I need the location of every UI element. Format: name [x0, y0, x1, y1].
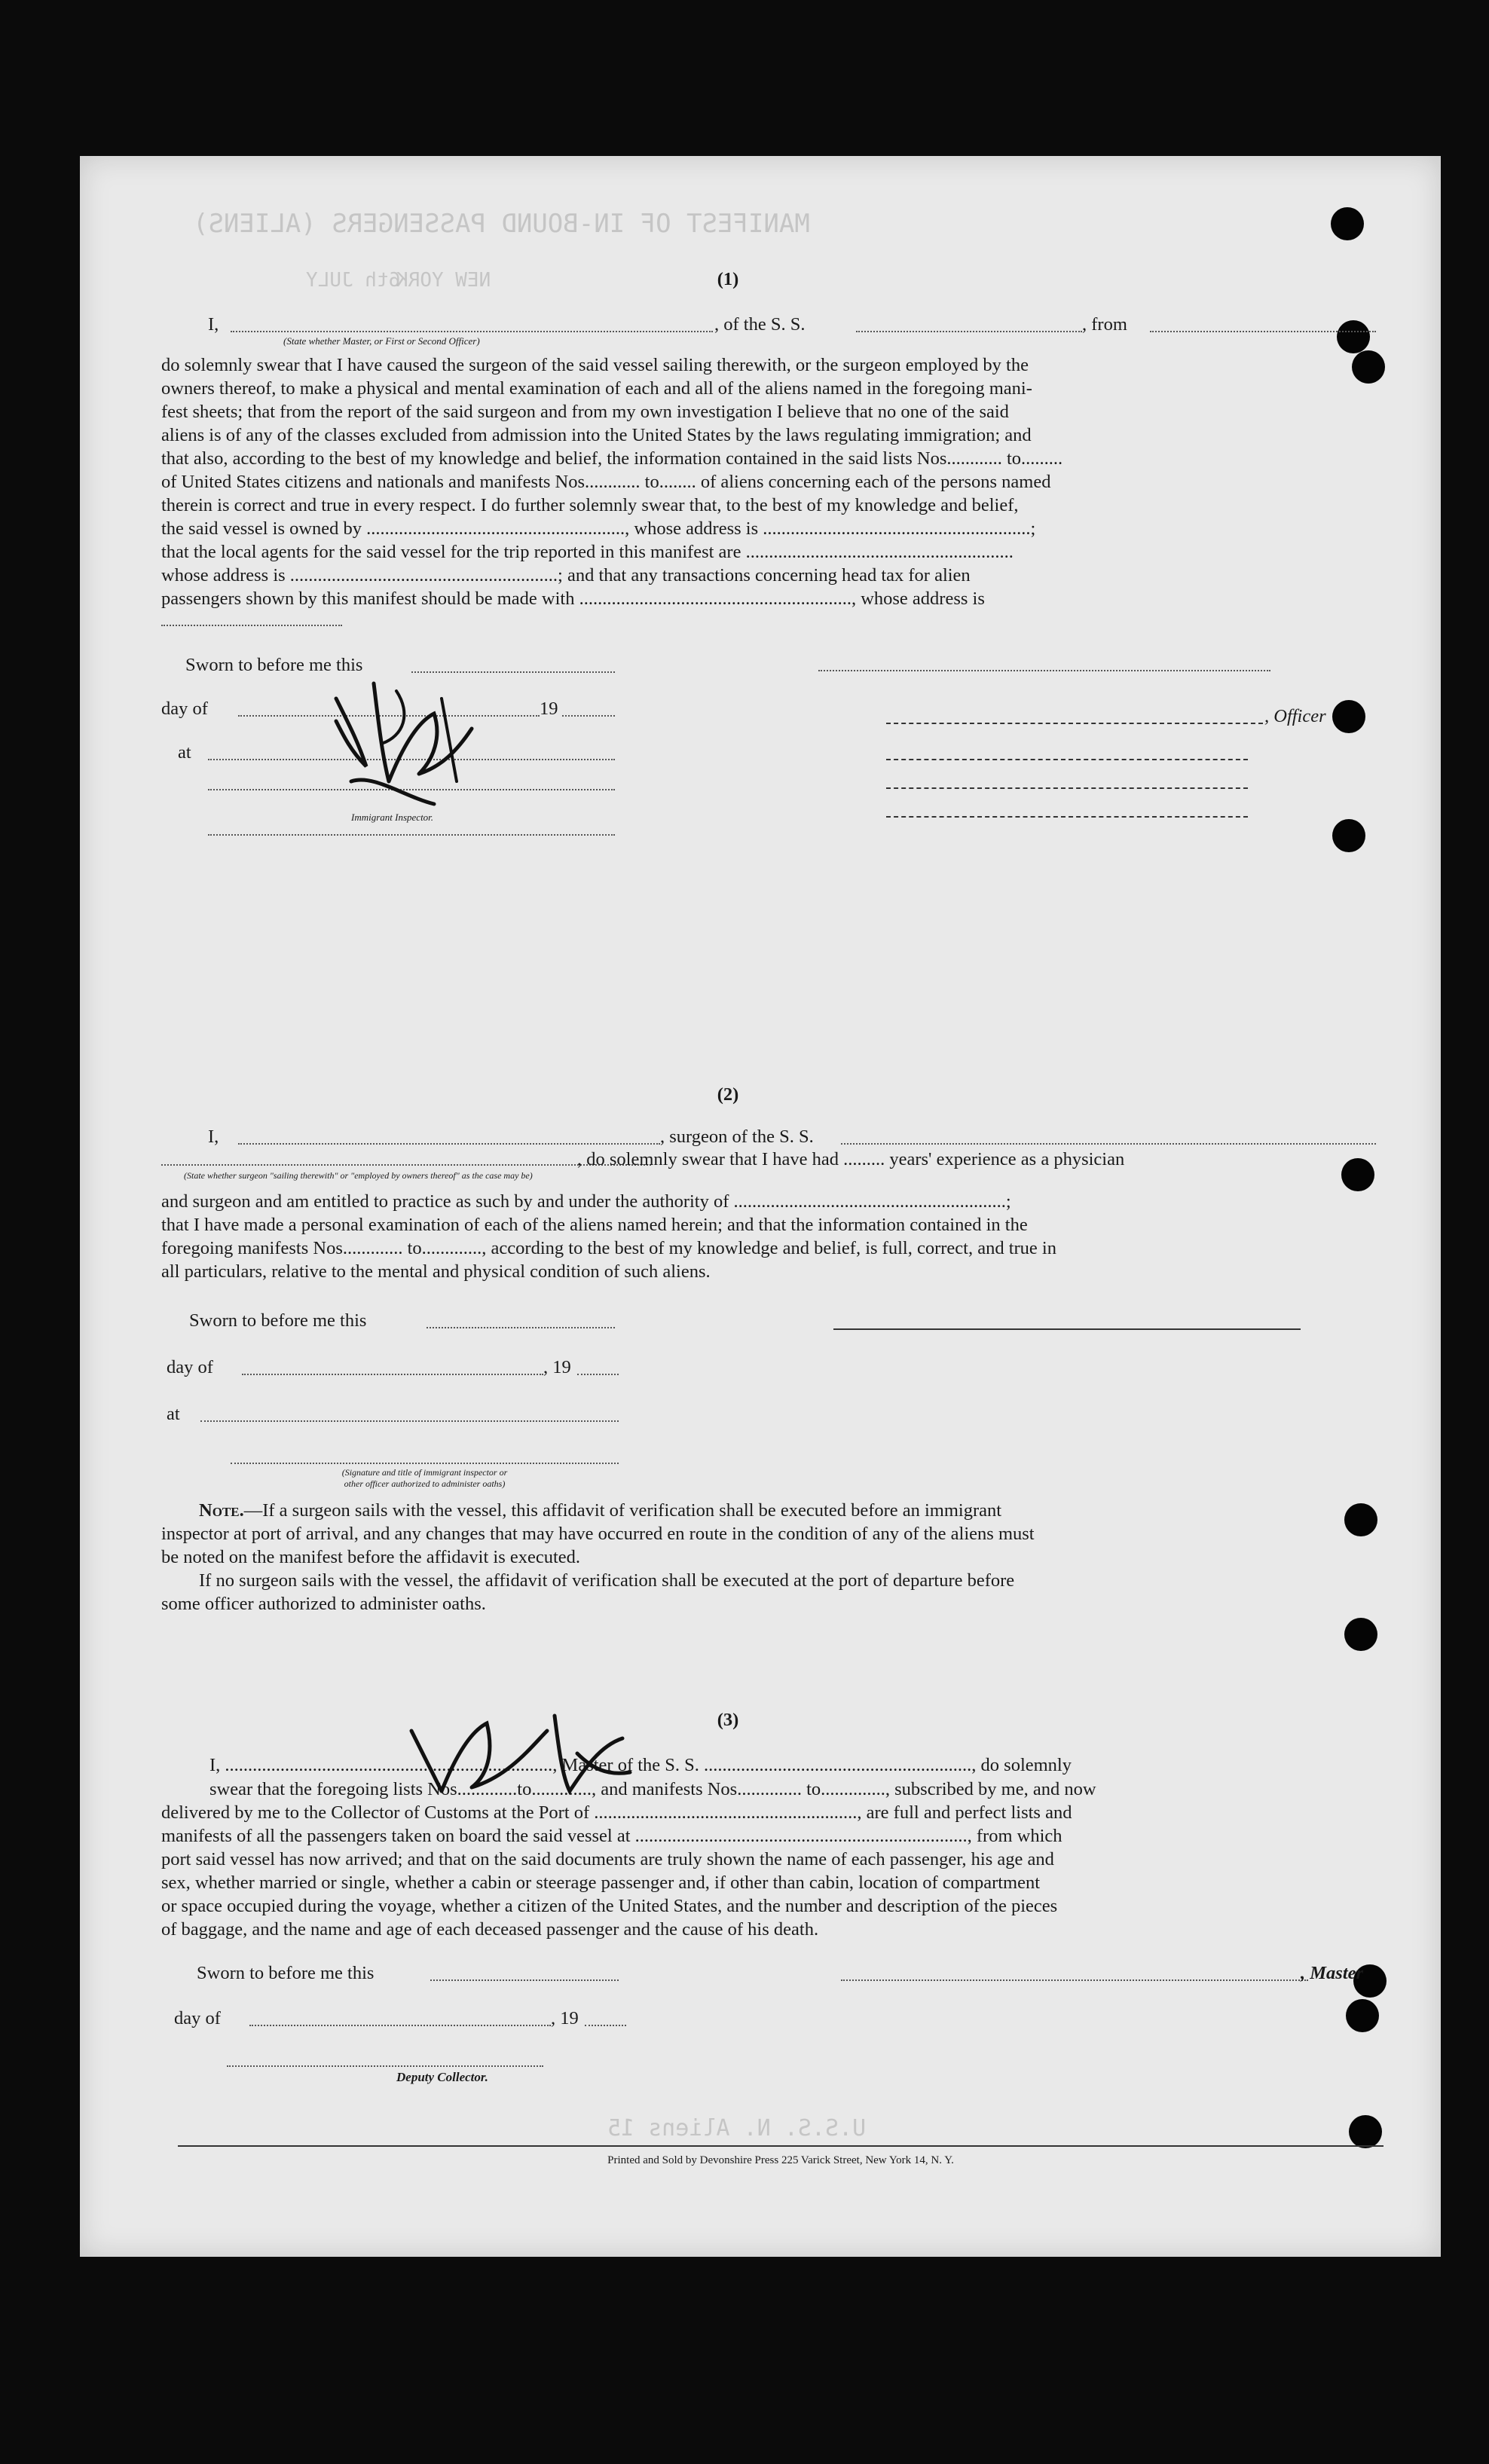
- paragraph-line: therein is correct and true in every respect. I do further solemnly swear that, to the best of my knowledge and belief,: [161, 495, 1019, 515]
- signature-line-3[interactable]: [231, 1463, 619, 1464]
- paragraph-line: port said vessel has now arrived; and that on the said documents are truly shown the name of each passenger, his age and: [161, 1849, 1054, 1869]
- signature-line-2[interactable]: [208, 834, 615, 836]
- day-line-3[interactable]: [249, 2025, 551, 2026]
- section1-note: (State whether Master, or First or Second Officer): [283, 335, 480, 347]
- deputy-signature-line[interactable]: [227, 2065, 543, 2067]
- officer-label: , Officer: [1264, 706, 1326, 726]
- master-signature-line[interactable]: [841, 1979, 1308, 1981]
- footer-rule: [178, 2145, 1384, 2147]
- binder-hole: [1346, 1999, 1379, 2032]
- section1-ss-label: , of the S. S.: [714, 314, 806, 335]
- bleed-footer: U.S.S. N. Aliens 15: [607, 2115, 867, 2141]
- paragraph-line: of United States citizens and nationals and manifests Nos............ to........ of aliens concerning each of the persons named: [161, 472, 1051, 492]
- sworn-label-2: Sworn to before me this: [189, 1310, 367, 1331]
- paragraph-line: and surgeon and am entitled to practice as such by and under the authority of ...........................................................;: [161, 1191, 1011, 1212]
- paragraph-line: that the local agents for the said vessel for the trip reported in this manifest are ..........................................................: [161, 542, 1014, 562]
- paragraph-line: of baggage, and the name and age of each deceased passenger and the cause of his death.: [161, 1919, 819, 1940]
- binder-hole: [1349, 2115, 1382, 2148]
- officer-line-c: [886, 787, 1248, 789]
- binder-hole: [1341, 1158, 1374, 1191]
- sig-caption-line: (Signature and title of immigrant inspector or: [341, 1467, 508, 1478]
- note-line: inspector at port of arrival, and any changes that may have occurred en route in the condition of any of the aliens must: [161, 1524, 1035, 1544]
- binder-hole: [1344, 1618, 1377, 1651]
- section2-paragraph: [161, 1190, 1377, 1283]
- note-paragraph: [161, 1499, 1382, 1616]
- paragraph-line: do solemnly swear that I have caused the surgeon of the said vessel sailing therewith, or the surgeon employed by the: [161, 355, 1029, 375]
- bleed-port: NEW YORK: [396, 269, 491, 292]
- signature-2: [396, 1701, 653, 1799]
- surgeon-line2: , do solemnly swear that I have had ......... years' experience as a physician: [577, 1149, 1125, 1169]
- inspector-caption: Immigrant Inspector.: [351, 812, 434, 823]
- paragraph-line: whose address is ..........................................................; and that any transactions concerning head tax for alien: [161, 565, 971, 585]
- section-3-number: (3): [717, 1710, 739, 1730]
- bleed-title: MANIFEST OF IN-BOUND PASSENGERS (ALIENS): [193, 209, 810, 239]
- paragraph-line: that also, according to the best of my knowledge and belief, the information contained in the said lists Nos............ to.........: [161, 448, 1063, 469]
- section3-paragraph: [161, 1778, 1382, 1941]
- paragraph-line: manifests of all the passengers taken on board the said vessel at ........................................................................, from which: [161, 1826, 1062, 1846]
- binder-hole: [1331, 207, 1364, 240]
- sig-caption-line: other officer authorized to administer oaths): [344, 1478, 506, 1489]
- surgeon-signature-line[interactable]: [833, 1328, 1301, 1330]
- paragraph-line: sex, whether married or single, whether a cabin or steerage passenger and, if other than cabin, location of compartment: [161, 1872, 1041, 1893]
- bleed-date: 6th JULY: [306, 269, 401, 292]
- binder-hole: [1337, 320, 1370, 353]
- note-line-1: [161, 1499, 1382, 1522]
- paragraph-line: foregoing manifests Nos............. to............., according to the best of my knowledge and belief, is full, correct, and true in: [161, 1238, 1056, 1258]
- note-line: be noted on the manifest before the affidavit is executed.: [161, 1547, 581, 1567]
- field-line: [161, 625, 342, 626]
- section1-i: I,: [208, 314, 219, 335]
- section-2-number: (2): [717, 1084, 739, 1105]
- paragraph-line: or space occupied during the voyage, whether a citizen of the United States, and the number and description of the pieces: [161, 1896, 1058, 1916]
- section1-paragraph: [161, 353, 1377, 610]
- day-of-label-2: day of: [167, 1357, 213, 1377]
- year-line-2[interactable]: [577, 1374, 619, 1375]
- note-text: —If a surgeon sails with the vessel, this affidavit of verification shall be executed before an immigrant: [243, 1500, 1002, 1521]
- sig-caption: [231, 1467, 619, 1490]
- officer-signature-line[interactable]: [886, 723, 1263, 724]
- day-of-label-3: day of: [174, 2008, 221, 2028]
- sworn-label-3: Sworn to before me this: [197, 1963, 375, 1983]
- section2-i: I,: [208, 1127, 219, 1147]
- paragraph-line: fest sheets; that from the report of the said surgeon and from my own investigation I believe that no one of the said: [161, 402, 1009, 422]
- paragraph-line: all particulars, relative to the mental and physical condition of such aliens.: [161, 1261, 711, 1282]
- master-label: , Master: [1301, 1963, 1364, 1983]
- sworn-line-2[interactable]: [427, 1327, 615, 1328]
- note-label: Note.: [199, 1500, 244, 1521]
- year-line[interactable]: [562, 715, 615, 717]
- officer-line-b: [886, 759, 1248, 760]
- note-line: some officer authorized to administer oaths.: [161, 1594, 486, 1614]
- surgeon-name-line[interactable]: [238, 1143, 660, 1145]
- paragraph-line: swear that the foregoing lists Nos.............to............., and manifests Nos.............. to.............., subscribed by me, and now: [209, 1779, 1096, 1799]
- printer-credit: Printed and Sold by Devonshire Press 225 Varick Street, New York 14, N. Y.: [607, 2154, 954, 2166]
- surgeon-ship-line[interactable]: [841, 1143, 1376, 1145]
- paragraph-line: aliens is of any of the classes excluded from admission into the United States by the laws regulating immigration; and: [161, 425, 1032, 445]
- paragraph-line: passengers shown by this manifest should be made with ..........................................................., whose address is: [161, 588, 985, 609]
- year-line-3[interactable]: [585, 2025, 626, 2026]
- day-line-2[interactable]: [242, 1374, 543, 1375]
- signature-1: [306, 668, 502, 819]
- surgeon-label: , surgeon of the S. S.: [660, 1127, 814, 1147]
- manifest-page: [80, 156, 1441, 2257]
- officer-line-a: [818, 670, 1270, 671]
- section-1-number: (1): [717, 269, 739, 289]
- deputy-label: Deputy Collector.: [396, 2070, 488, 2084]
- sworn-line-3[interactable]: [430, 1979, 619, 1981]
- section3-line1: I, ......................................................................., Master of the S. S. .........................................................., do solemnly: [209, 1755, 1072, 1775]
- binder-hole: [1332, 819, 1365, 852]
- sworn-label: Sworn to before me this: [185, 655, 363, 675]
- surgeon-note: (State whether surgeon "sailing therewith" or "employed by owners thereof" as the case may be): [184, 1170, 533, 1181]
- note-line: If no surgeon sails with the vessel, the affidavit of verification shall be executed at the port of departure before: [199, 1570, 1015, 1591]
- from-field-line[interactable]: [1150, 331, 1376, 332]
- at-label-2: at: [167, 1404, 180, 1424]
- paragraph-line: the said vessel is owned by ........................................................, whose address is ..........................................................;: [161, 518, 1036, 539]
- year-label-3: , 19: [551, 2008, 579, 2028]
- section1-from-label: , from: [1082, 314, 1127, 335]
- paragraph-line: delivered by me to the Collector of Customs at the Port of ........................................................., are full and perfect lists and: [161, 1802, 1072, 1823]
- year-label: 19: [540, 699, 558, 719]
- at-line-2[interactable]: [200, 1420, 619, 1422]
- paragraph-line: owners thereof, to make a physical and mental examination of each and all of the aliens named in the foregoing mani-: [161, 378, 1032, 399]
- at-label: at: [178, 742, 191, 763]
- ship-field-line[interactable]: [856, 331, 1082, 332]
- paragraph-line: that I have made a personal examination of each of the aliens named herein; and that the information contained in the: [161, 1215, 1028, 1235]
- binder-hole: [1332, 700, 1365, 733]
- officer-line-d: [886, 816, 1248, 818]
- name-field-line[interactable]: [231, 331, 713, 332]
- day-of-label: day of: [161, 699, 208, 719]
- year-label-2: , 19: [543, 1357, 571, 1377]
